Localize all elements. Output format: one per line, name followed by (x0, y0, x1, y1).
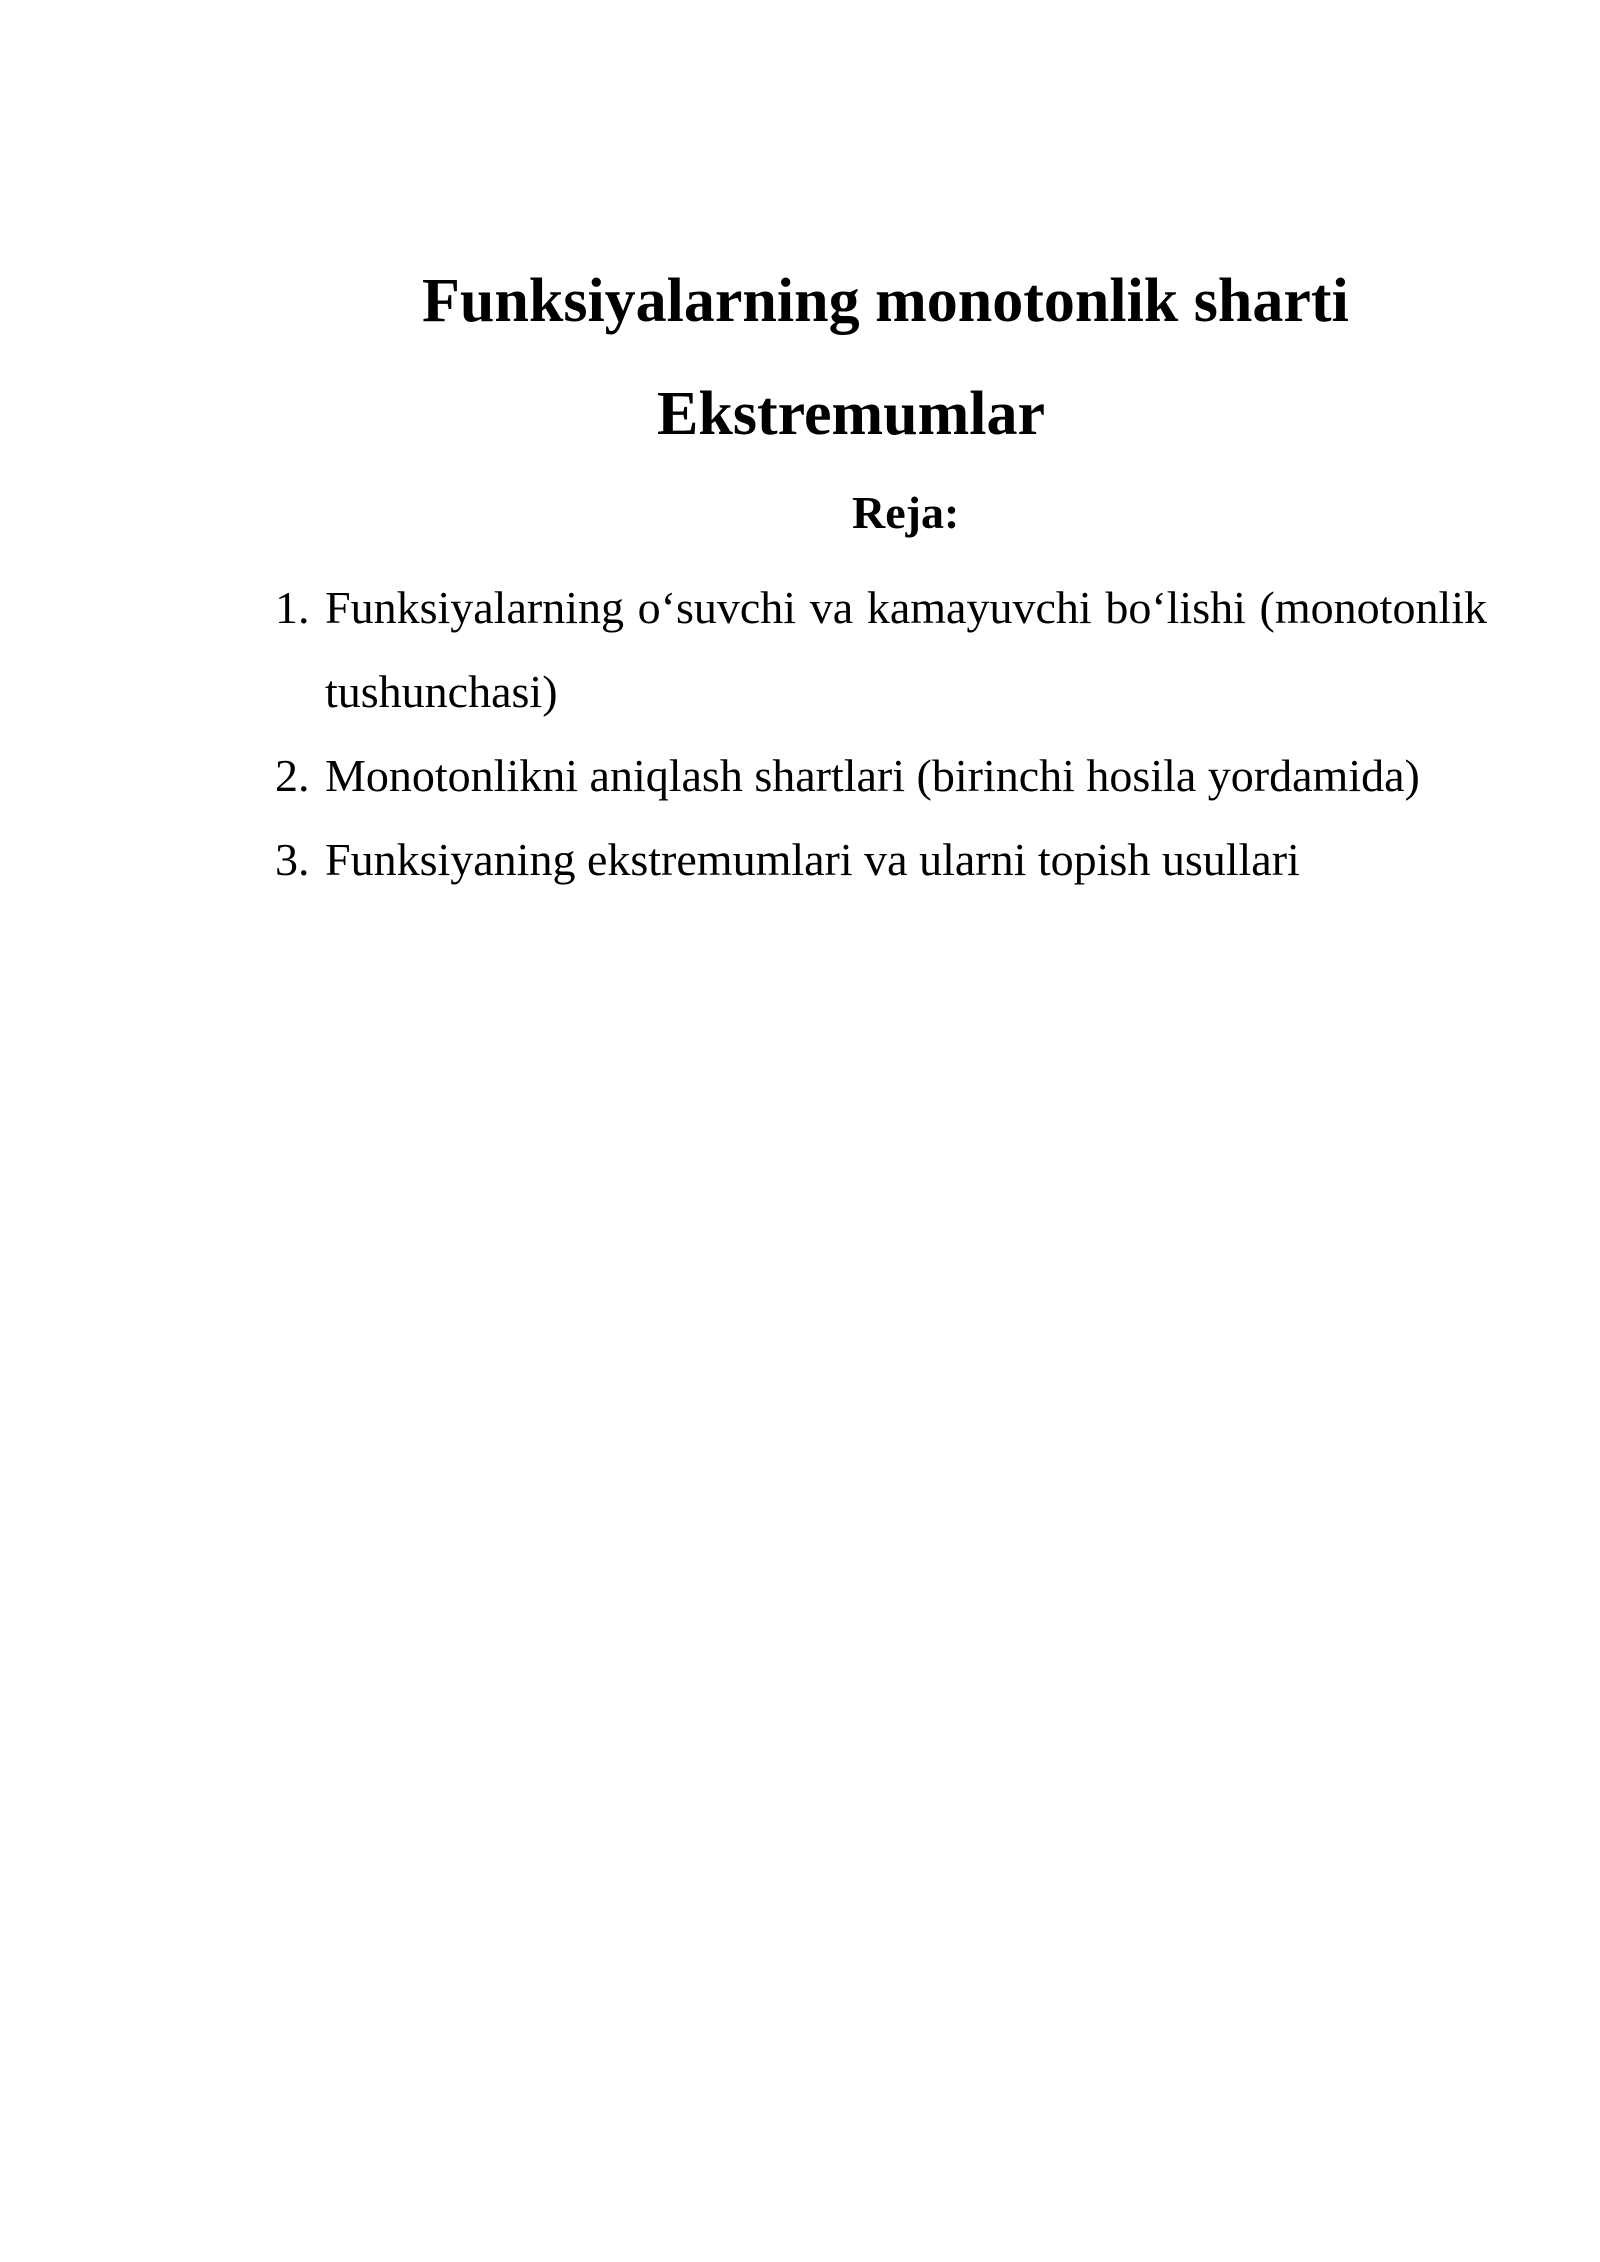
plan-list (275, 566, 1487, 902)
plan-item-text: Monotonlikni aniqlash shartlari (birinchi hosila yordamida) (325, 750, 1420, 801)
plan-item-number: 2. (275, 750, 310, 801)
plan-item (275, 566, 1487, 734)
plan-item-number: 1. (275, 582, 310, 633)
plan-item-number: 3. (275, 834, 310, 885)
plan-item-text: Funksiyalarning o‘suvchi va kamayuvchi bo‘lishi (monotonlik tushunchasi) (325, 582, 1487, 717)
plan-item (275, 818, 1487, 902)
plan-heading: Reja: (852, 487, 960, 538)
document-subtitle: Ekstremumlar (657, 380, 1046, 448)
document-title: Funksiyalarning monotonlik sharti (422, 267, 1349, 335)
plan-item-text: Funksiyaning ekstremumlari va ularni topish usullari (325, 834, 1300, 885)
plan-item (275, 734, 1487, 818)
